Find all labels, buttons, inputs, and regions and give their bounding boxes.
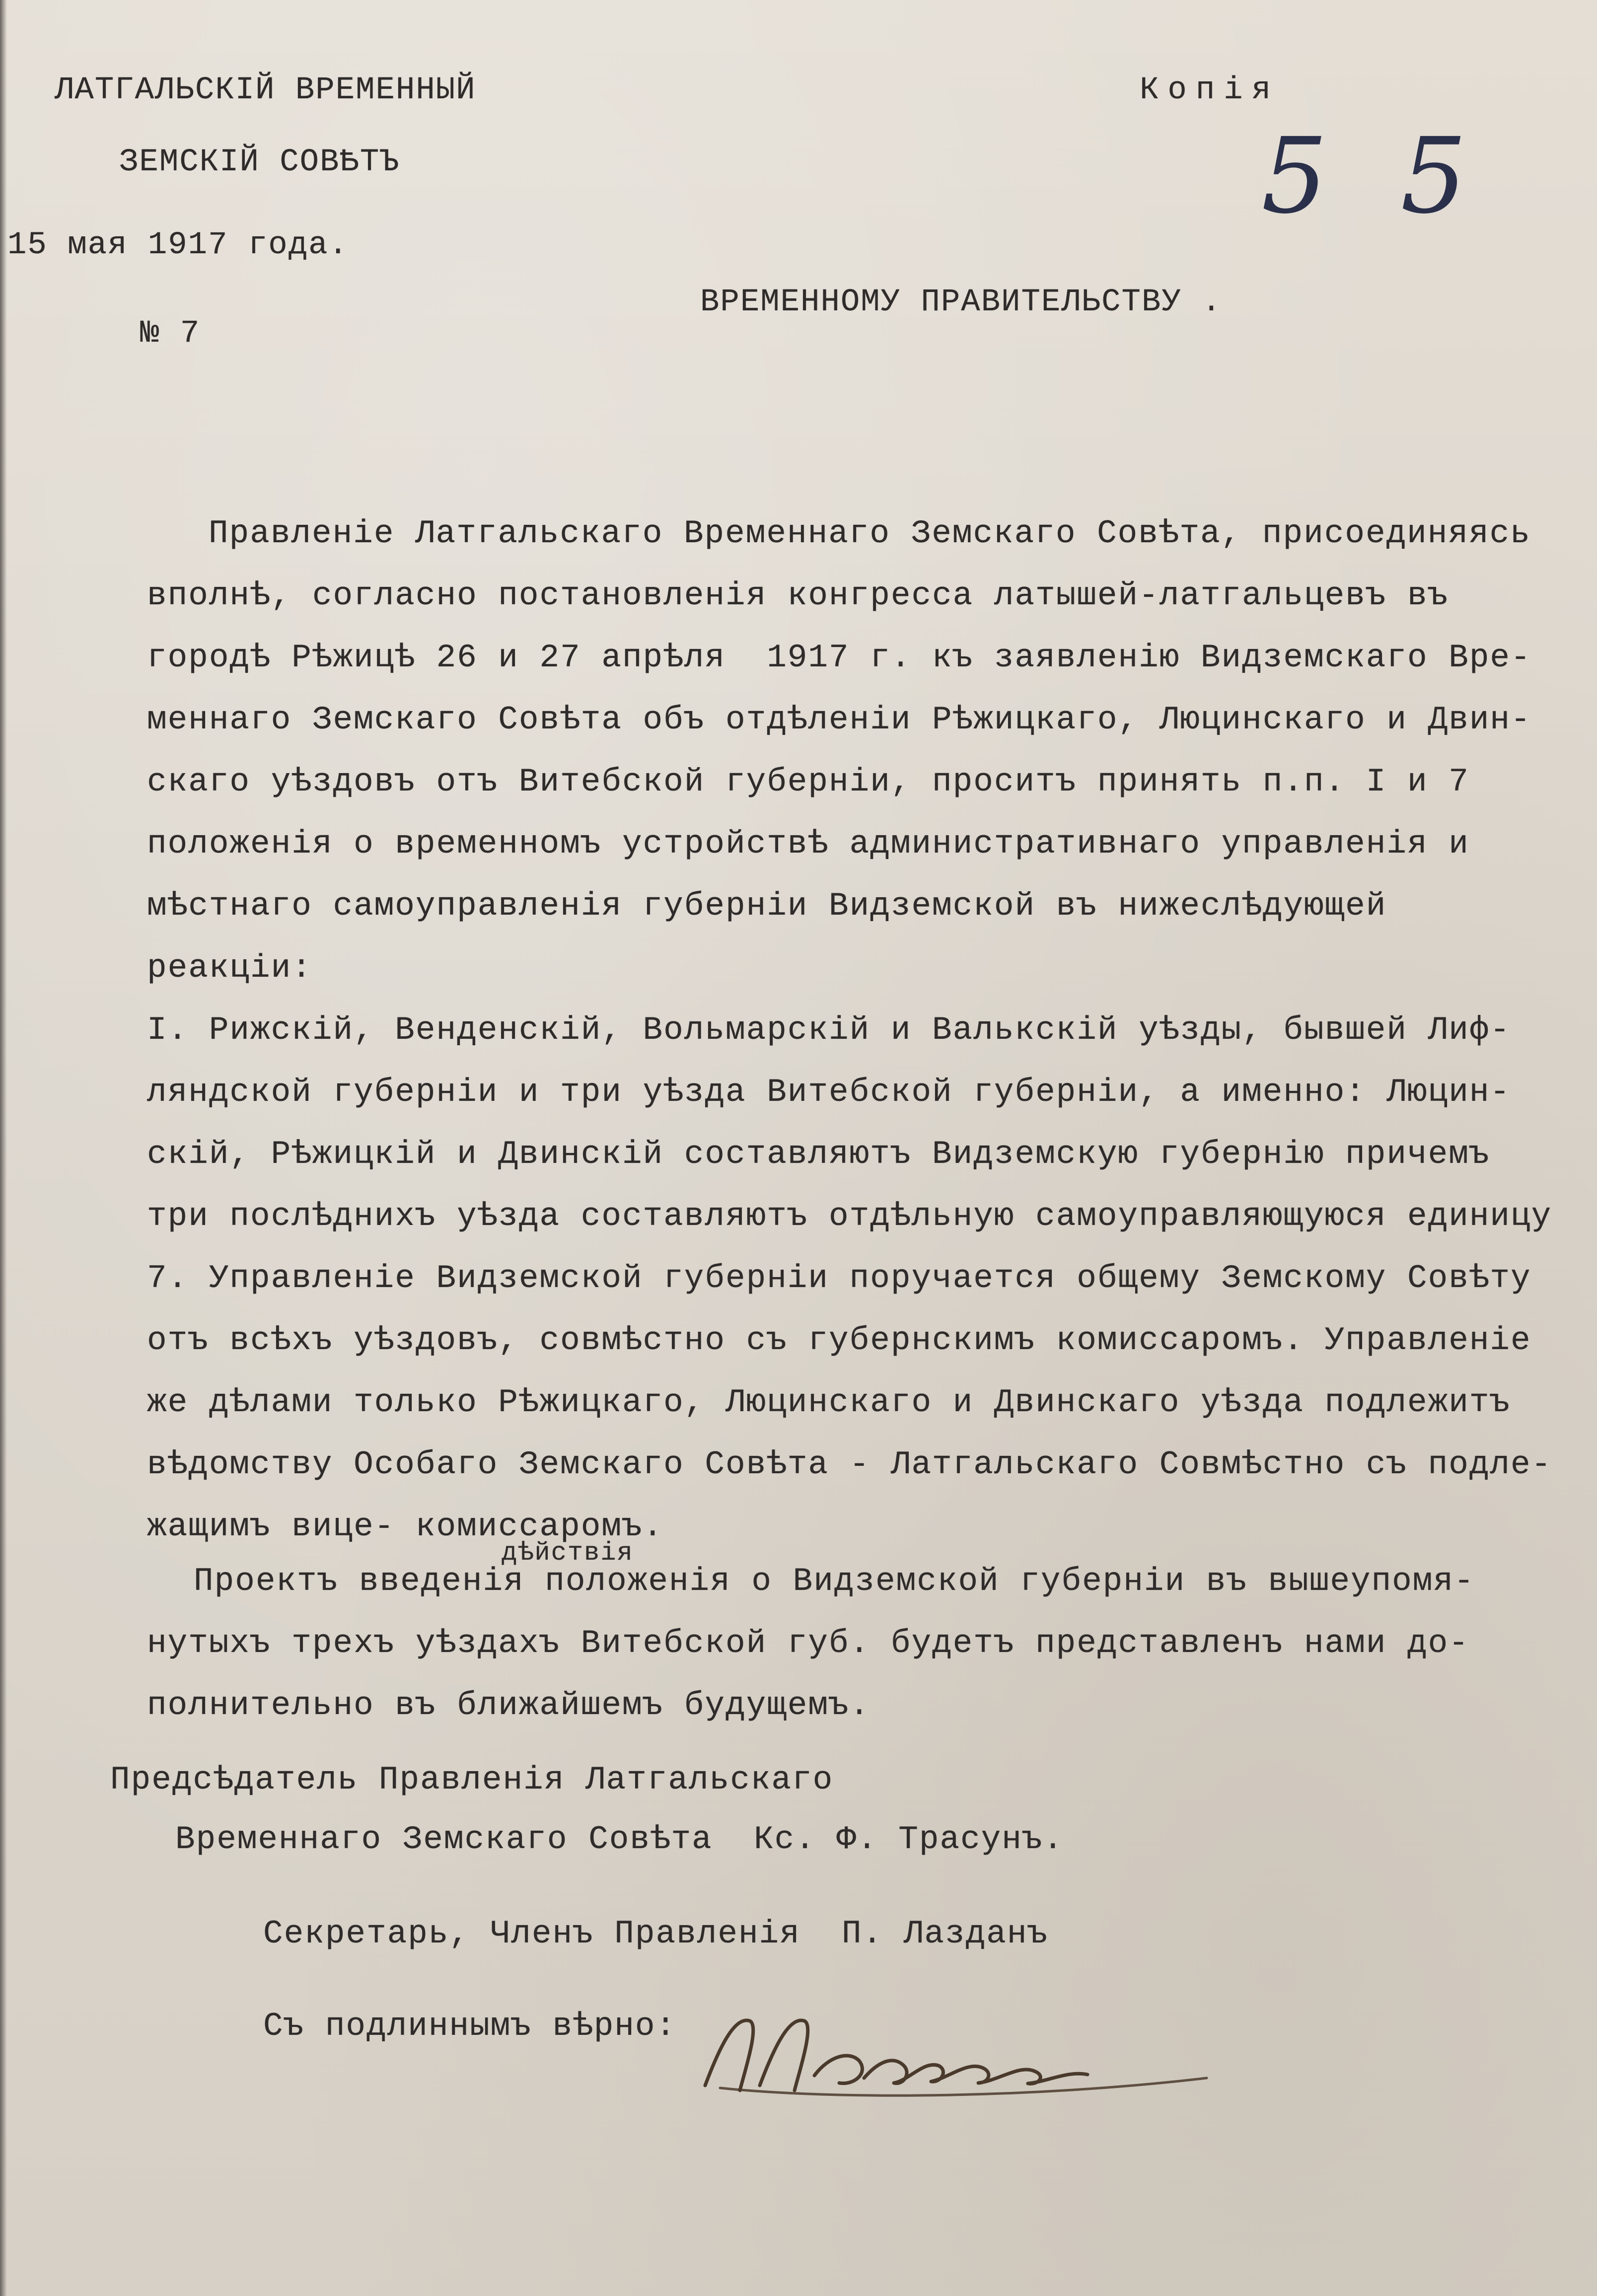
body-line: I. Рижскій, Венденскій, Вольмарскій и Валькскій уѣзды, бывшей Лиф-	[147, 1011, 1511, 1049]
chairman-name: Временнаго Земскаго Совѣта Кс. Ф. Трасунъ.	[175, 1821, 1064, 1858]
body-line: 7. Управленіе Видземской губерніи поручается общему Земскому Совѣту	[147, 1260, 1531, 1297]
handwritten-number: 5 5	[1261, 115, 1487, 237]
certification-line: Съ подлиннымъ вѣрно:	[263, 2008, 677, 2045]
document-number: № 7	[140, 316, 201, 352]
body-line: Проектъ введенія положенія о Видземской губерніи въ вышеупомя-	[194, 1563, 1475, 1600]
secretary-line: Секретарь, Членъ Правленія П. Лазданъ	[263, 1915, 1049, 1952]
org-name-line1: ЛАТГАЛЬСКІЙ ВРЕМЕННЫЙ	[55, 72, 476, 108]
body-line: отъ всѣхъ уѣздовъ, совмѣстно съ губернскимъ комиссаромъ. Управленіе	[147, 1322, 1531, 1359]
body-line: жащимъ вице- комиссаромъ.	[147, 1508, 664, 1545]
body-line: нутыхъ трехъ уѣздахъ Витебской губ. будетъ представленъ нами до-	[147, 1625, 1469, 1662]
addressee: ВРЕМЕННОМУ ПРАВИТЕЛЬСТВУ .	[700, 285, 1222, 320]
inserted-word: дѣйствія	[502, 1538, 634, 1568]
document-date: 15 мая 1917 года.	[7, 227, 349, 263]
body-line: положенія о временномъ устройствѣ административнаго управленія и	[147, 825, 1469, 862]
handwritten-signature	[690, 1986, 1227, 2115]
body-line: три послѣднихъ уѣзда составляютъ отдѣльную самоуправляющуюся единицу	[147, 1198, 1552, 1235]
body-line: скій, Рѣжицкій и Двинскій составляютъ Видземскую губернію причемъ	[147, 1136, 1490, 1173]
body-line: вполнѣ, согласно постановленія конгресса латышей-латгальцевъ въ	[147, 577, 1449, 614]
body-line: ляндской губерніи и три уѣзда Витебской губерніи, а именно: Люцин-	[147, 1074, 1511, 1111]
body-line: вѣдомству Особаго Земскаго Совѣта - Латгальскаго Совмѣстно съ подле-	[147, 1446, 1552, 1483]
body-line: меннаго Земскаго Совѣта объ отдѣленіи Рѣжицкаго, Люцинскаго и Двин-	[147, 701, 1531, 738]
body-line: скаго уѣздовъ отъ Витебской губерніи, проситъ принять п.п. I и 7	[147, 763, 1469, 800]
copy-label: Копія	[1140, 72, 1280, 108]
org-name-line2: ЗЕМСКІЙ СОВѢТЪ	[119, 144, 400, 180]
body-line: полнительно въ ближайшемъ будущемъ.	[147, 1687, 871, 1724]
body-line: мѣстнаго самоуправленія губерніи Видземской въ нижеслѣдующей	[147, 887, 1387, 925]
body-line: реакціи:	[147, 949, 312, 987]
body-line: городѣ Рѣжицѣ 26 и 27 апрѣля 1917 г. къ заявленію Видземскаго Вре-	[147, 639, 1531, 676]
body-line: же дѣлами только Рѣжицкаго, Люцинскаго и Двинскаго уѣзда подлежитъ	[147, 1384, 1511, 1421]
body-line: Правленіе Латгальскаго Временнаго Земскаго Совѣта, присоединяясь	[209, 515, 1531, 552]
page-edge-shadow	[0, 0, 7, 2296]
chairman-title: Предсѣдатель Правленія Латгальскаго	[110, 1761, 834, 1798]
